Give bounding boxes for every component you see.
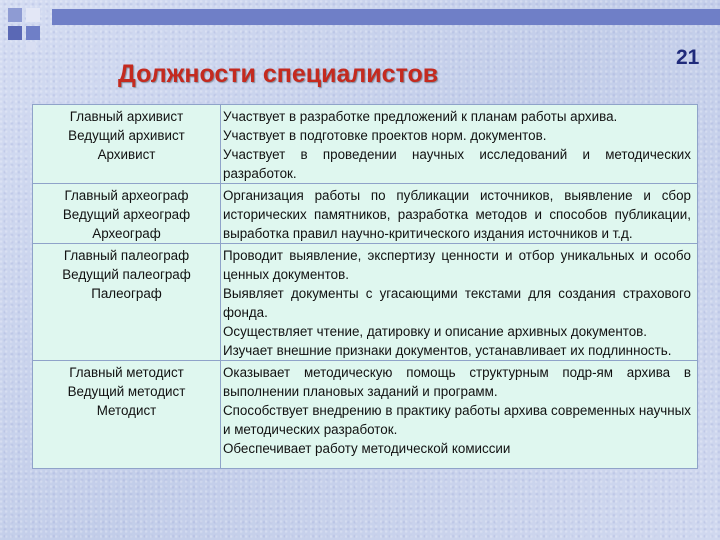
duty-text: Оказывает методическую помощь структурным подр-ям архива в выполнении плановых заданий и программ. (223, 365, 691, 399)
duties-cell (221, 105, 698, 184)
duties-cell (221, 361, 698, 469)
duties-cell (221, 244, 698, 361)
duty-text: Организация работы по публикации источников, выявление и сбор исторических памятников, разработка методов и способов публикации, выработка правил научно-критического издания источников и т.д. (223, 188, 691, 241)
position-title: Главный археограф (64, 188, 189, 203)
position-title: Главный палеограф (63, 248, 190, 263)
page-number: 21 (676, 46, 700, 69)
table-row (33, 244, 698, 361)
positions-table (32, 104, 698, 469)
position-cell (33, 244, 221, 361)
duty-text: Осуществляет чтение, датировку и описание архивных документов. (223, 324, 648, 339)
decor-square (26, 26, 40, 40)
position-title: Ведущий архивист (68, 128, 185, 143)
decor-square (8, 8, 22, 22)
duty-text: Проводит выявление, экспертизу ценности и отбор уникальных и особо ценных документов. (223, 248, 691, 282)
position-cell (33, 361, 221, 469)
position-title: Главный архивист (69, 109, 184, 124)
position-title: Архивист (97, 147, 156, 162)
position-title: Ведущий методист (67, 384, 186, 399)
duty-text: Изучает внешние признаки документов, устанавливает их подлинность. (223, 343, 672, 358)
decor-square (26, 8, 40, 22)
duty-text: Участвует в подготовке проектов норм. документов. (223, 128, 547, 143)
duty-text: Способствует внедрению в практику работы архива современных научных и методических разработок. (223, 403, 691, 437)
position-title: Ведущий палеограф (62, 267, 191, 282)
duty-text: Обеспечивает работу методической комиссии (223, 441, 511, 456)
duties-cell (221, 184, 698, 244)
slide-title: Должности специалистов (118, 60, 439, 88)
position-cell (33, 184, 221, 244)
header-bar (52, 9, 720, 25)
decor-square (26, 42, 36, 52)
duty-text: Участвует в разработке предложений к планам работы архива. (223, 109, 618, 124)
decor-square (8, 26, 22, 40)
position-title: Археограф (92, 226, 161, 241)
position-cell (33, 105, 221, 184)
position-title: Ведущий археограф (62, 207, 191, 222)
table-row (33, 105, 698, 184)
duty-text: Участвует в проведении научных исследований и методических разработок. (223, 147, 691, 181)
position-title: Главный методист (69, 365, 184, 380)
table-row (33, 361, 698, 469)
position-title: Методист (96, 403, 157, 418)
table-row (33, 184, 698, 244)
duty-text: Выявляет документы с угасающими текстами для создания страхового фонда. (223, 286, 691, 320)
position-title: Палеограф (91, 286, 162, 301)
